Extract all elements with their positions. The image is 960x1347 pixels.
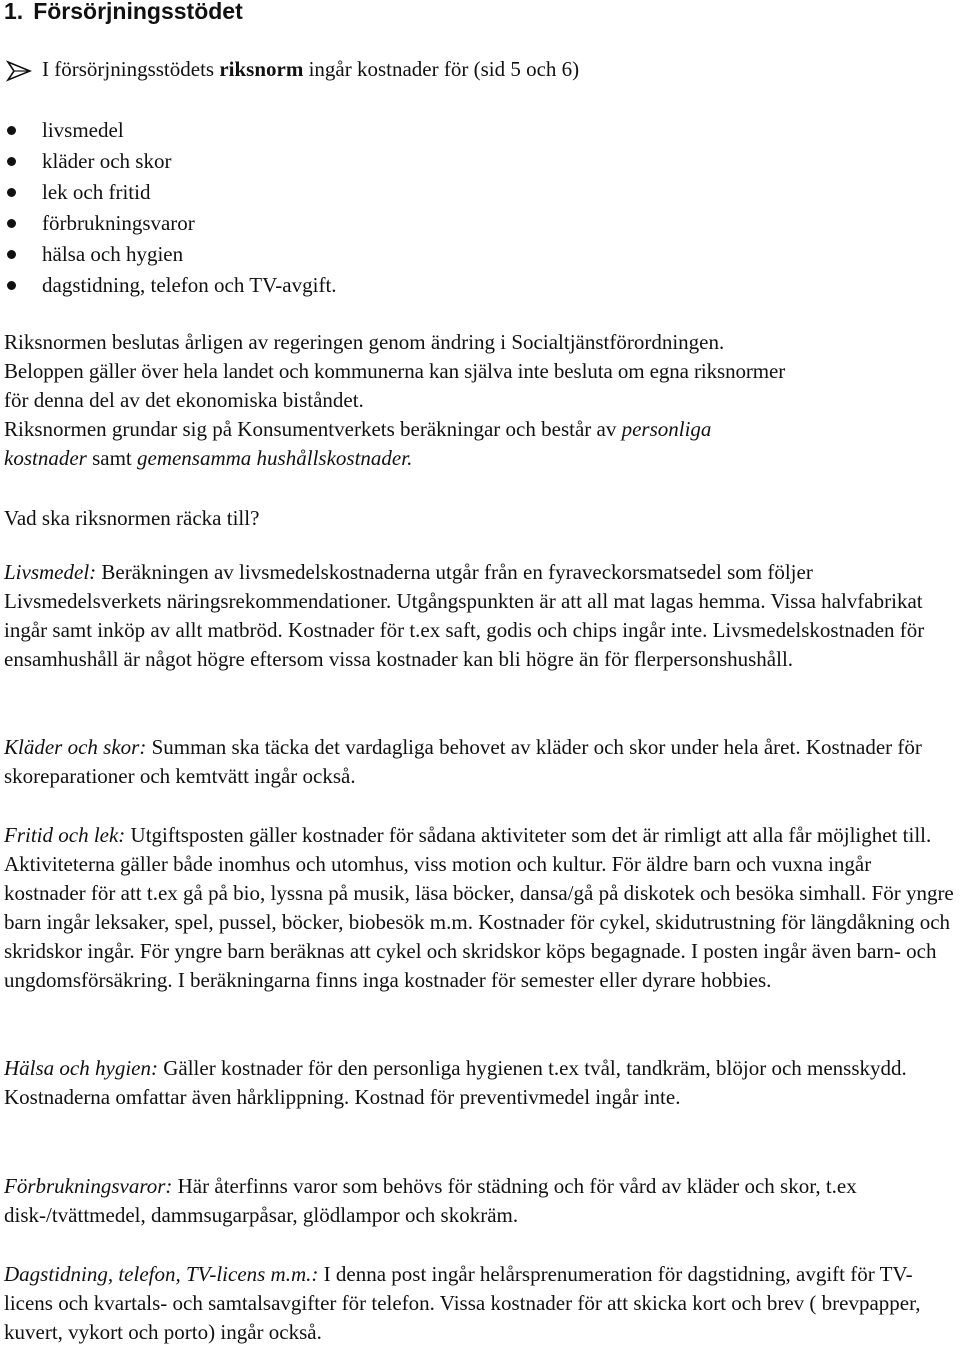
section-text: Utgiftsposten gäller kostnader för sådana aktiviteter som det är rimligt att alla får möjlighet till. Aktiviteterna gäller både inomhus och utomhus, viss motion och kultur. För äldre barn och vuxna ingår kostnader för att t.ex gå på bio, lyssna på musik, läsa böcker, dansa/gå på diskotek och besöka simhall. För yngre barn ingår leksaker, spel, pussel, böcker, biobesök m.m. Kostnader för cykel, skidutrustning för längdåkning och skridskor ingår. För yngre barn beräknas att cykel och skridskor köps begagnade. I posten ingår även barn- och ungdomsförsäkring. I beräkningarna finns inga kostnader för semester eller dyrare hobbies. [4, 823, 954, 992]
bullet-icon [7, 281, 16, 290]
paragraph-line: Beloppen gäller över hela landet och kommunerna kan själva inte besluta om egna riksnormer [4, 359, 786, 383]
section-text: I denna post ingår helårsprenumeration för dagstidning, avgift för TV-licens och kvartals- och samtalsavgifter för telefon. Vissa kostnader för att skicka kort och brev ( brevpapper, kuvert, vykort och porto) ingår också. [4, 1262, 921, 1344]
list-item: hälsa och hygien [0, 240, 337, 271]
list-item: förbrukningsvaror [0, 209, 337, 240]
bullet-icon [7, 219, 16, 228]
section-heading [4, 0, 243, 25]
section-label: Livsmedel: [4, 560, 97, 584]
riksnorm-paragraph [4, 328, 956, 473]
section-text: Beräkningen av livsmedelskostnaderna utgår från en fyraveckorsmatsedel som följer Livsmedelsverkets näringsrekommendationer. Utgångspunkten är att all mat lagas hemma. Vissa halvfabrikat ingår samt inköp av allt matbröd. Kostnader för t.ex saft, godis och chips ingår inte. Livsmedelskostnaden för ensamhushåll är något högre eftersom vissa kostnader kan bli högre än för flerpersonshushåll. [4, 560, 925, 671]
list-item: dagstidning, telefon och TV-avgift. [0, 271, 337, 302]
cost-list [0, 116, 337, 302]
paragraph-line: Riksnormen beslutas årligen av regeringen genom ändring i Socialtjänstförordningen. [4, 330, 725, 354]
section-label: Fritid och lek: [4, 823, 126, 847]
bullet-icon [7, 188, 16, 197]
section-label: Kläder och skor: [4, 735, 147, 759]
list-item: kläder och skor [0, 147, 337, 178]
list-item: lek och fritid [0, 178, 337, 209]
section-text: Summan ska täcka det vardagliga behovet av kläder och skor under hela året. Kostnader för skoreparationer och kemtvätt ingår också. [4, 735, 922, 788]
section-forbrukning [4, 1172, 956, 1230]
section-klader [4, 733, 956, 791]
paragraph-line: för denna del av det ekonomiska biståndet. [4, 388, 364, 412]
list-item: livsmedel [0, 116, 337, 147]
bullet-icon [7, 250, 16, 259]
bullet-icon [7, 157, 16, 166]
section-text: Här återfinns varor som behövs för städning och för vård av kläder och skor, t.ex disk-/tvättmedel, dammsugarpåsar, glödlampor och skokräm. [4, 1174, 857, 1227]
section-text: Gäller kostnader för den personliga hygienen t.ex tvål, tandkräm, blöjor och mensskydd. Kostnaderna omfattar även hårklippning. Kostnad för preventivmedel ingår inte. [4, 1056, 907, 1109]
question-heading: Vad ska riksnormen räcka till? [4, 506, 260, 530]
paragraph-line: Riksnormen grundar sig på Konsumentverkets beräkningar och består av personliga [4, 417, 712, 441]
section-label: Dagstidning, telefon, TV-licens m.m.: [4, 1262, 319, 1286]
section-fritid [4, 821, 956, 995]
section-livsmedel [4, 558, 956, 674]
section-label: Hälsa och hygien: [4, 1056, 158, 1080]
heading-number: 1. [4, 0, 24, 24]
section-dagstidning [4, 1260, 956, 1347]
intro-text: I försörjningsstödets riksnorm ingår kostnader för (sid 5 och 6) [42, 57, 580, 81]
arrow-bullet-icon [6, 60, 32, 82]
bullet-icon [7, 126, 16, 135]
heading-title: Försörjningsstödet [33, 0, 243, 24]
section-halsa [4, 1054, 956, 1112]
section-label: Förbrukningsvaror: [4, 1174, 173, 1198]
intro-bold: riksnorm [219, 57, 304, 81]
paragraph-line: kostnader samt gemensamma hushållskostnader. [4, 446, 413, 470]
